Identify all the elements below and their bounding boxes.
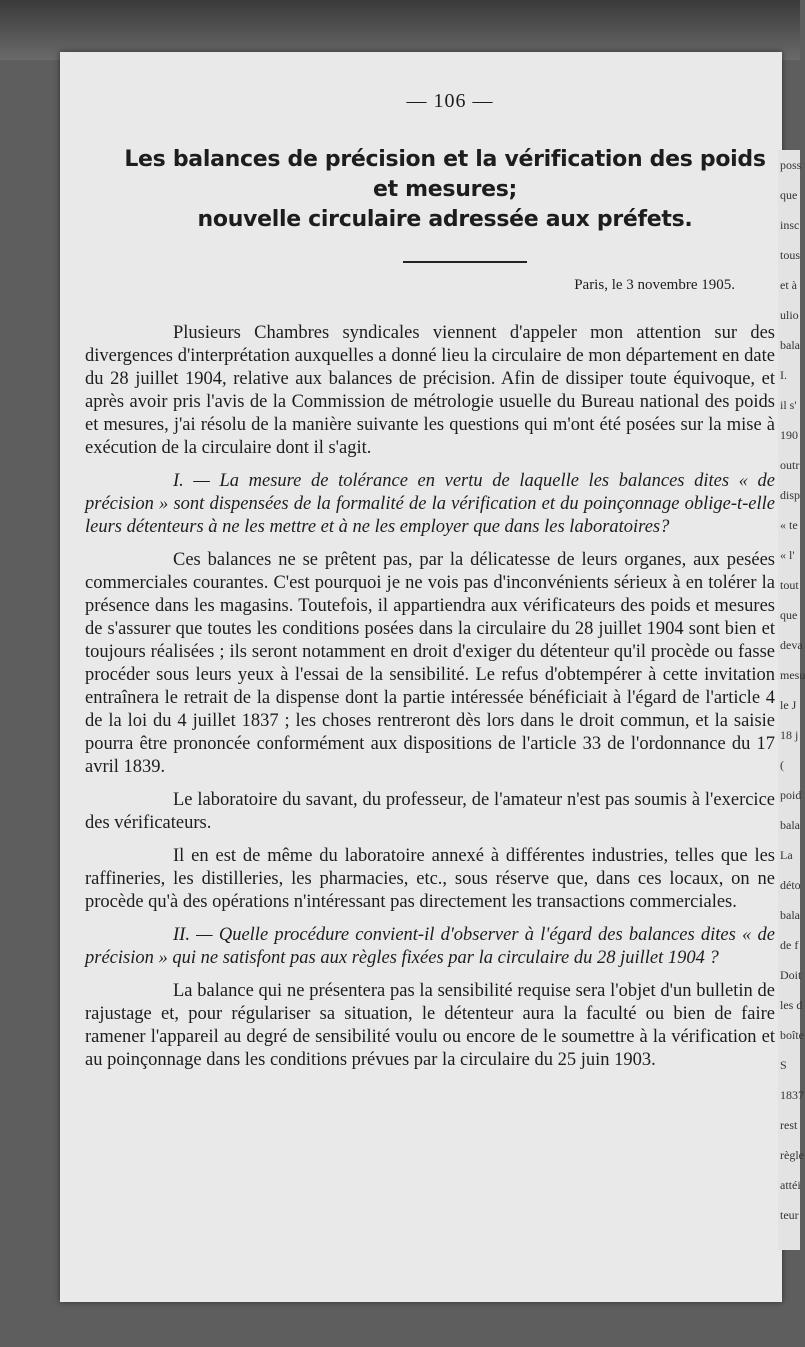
facing-page-fragment: 1837	[780, 1088, 804, 1102]
question-2: II. — Quelle procédure convient-il d'observer à l'égard des balances dites « de précision » qui ne satisfont pas aux règles fixées par la circulaire du 28 juillet 1904 ?	[85, 925, 775, 968]
facing-page-fragment: mesu	[780, 668, 805, 682]
facing-page-fragment: et à	[780, 278, 797, 292]
question-1: I. — La mesure de tolérance en vertu de laquelle les balances dites « de précision » sont dispensées de la formalité de la vérification et du poinçonnage oblige-t-elle leurs détenteurs à ne les mettre et à ne les employer que dans les laboratoires?	[85, 471, 775, 537]
facing-page-fragment: que	[780, 188, 798, 202]
facing-page-fragment: 18 j	[780, 728, 799, 742]
paragraph-intro: Plusieurs Chambres syndicales viennent d'appeler mon attention sur des divergences d'interprétation auxquelles a donné lieu la circulaire de mon département en date du 28 juillet 1904, relative aux balances de précision. Afin de dissiper toute équivoque, et après avoir pris l'avis de la Commission de métrologie usuelle du Bureau national des poids et mesures, j'ai résolu de la manière suivante les questions qui m'ont été posées sur la mise à exécution de la circulaire dont il s'agit.	[85, 323, 775, 458]
facing-page-fragment: S	[780, 1058, 787, 1072]
facing-page-edge	[778, 150, 805, 1250]
facing-page-fragment: attéi	[780, 1178, 801, 1192]
facing-page-fragment: tous	[780, 248, 801, 262]
facing-page-fragment: bala	[780, 338, 800, 352]
facing-page-fragment: règle	[780, 1148, 804, 1162]
page-content	[85, 90, 775, 1082]
title-line-2: nouvelle circulaire adressée aux préfets.	[197, 207, 693, 232]
paragraph-answer-1: Ces balances ne se prêtent pas, par la délicatesse de leurs organes, aux pesées commerciales courantes. C'est pourquoi je ne vois pas d'inconvénients sérieux à en tolérer la présence dans les magasins. Toutefois, il appartiendra aux vérificateurs des poids et mesures de s'assurer que toutes les conditions posées dans la circulaire du 28 juillet 1904 sont bien et toujours réalisées ; ils seront notamment en droit d'exiger du détenteur qu'il procède ou fasse procéder sous leurs yeux à l'essai de la sensibilité. Le refus d'obtempérer à cette invitation entraînera le retrait de la dispense dont la partie intéressée bénéficiait à l'égard de l'article 4 de la loi du 4 juillet 1837 ; les choses rentreront dès lors dans le droit commun, et la saisie pourra être prononcée conformément aux dispositions de l'article 33 de l'ordonnance du 17 avril 1839.	[85, 550, 775, 777]
letter-date: Paris, le 3 novembre 1905.	[574, 277, 735, 293]
facing-page-fragment: disp	[780, 488, 801, 502]
facing-page-fragment: La	[780, 848, 793, 862]
facing-page-fragment: déto	[780, 878, 801, 892]
facing-page-fragment: tout	[780, 578, 799, 592]
facing-page-fragment: le J	[780, 698, 797, 712]
title-line-1: Les balances de précision et la vérification des poids et mesures;	[124, 147, 766, 202]
paragraph-laboratory: Le laboratoire du savant, du professeur, de l'amateur n'est pas soumis à l'exercice des vérificateurs.	[85, 790, 775, 833]
facing-page-fragment: 190	[780, 428, 798, 442]
facing-page-fragment: poss	[780, 158, 802, 172]
facing-page-fragment: « te	[780, 518, 798, 532]
facing-page-fragment: rest	[780, 1118, 798, 1132]
facing-page-fragment: outr	[780, 458, 800, 472]
facing-page-fragment: que	[780, 608, 798, 622]
facing-page-fragment: boîte	[780, 1028, 804, 1042]
page-number: — 106 —	[406, 90, 494, 112]
facing-page-fragment: bala	[780, 908, 800, 922]
paragraph-answer-2: La balance qui ne présentera pas la sensibilité requise sera l'objet d'un bulletin de rajustage et, pour régulariser sa situation, le détenteur aura la faculté ou bien de faire ramener l'appareil au degré de sensibilité voulu ou encore de le soumettre à la vérification et au poinçonnage dans les conditions prévues par la circulaire du 25 juin 1903.	[85, 981, 775, 1070]
facing-page-fragment: insc	[780, 218, 800, 232]
facing-page-fragment: I.	[780, 368, 787, 382]
facing-page-fragment: les d	[780, 998, 803, 1012]
page-title	[115, 145, 775, 235]
facing-page-fragment: (	[780, 758, 784, 772]
title-divider	[403, 261, 527, 263]
facing-page-fragment: de f	[780, 938, 799, 952]
facing-page-fragment: poid	[780, 788, 802, 802]
facing-page-fragment: deva	[780, 638, 803, 652]
facing-page-fragment: ulio	[780, 308, 799, 322]
facing-page-fragment: il s'	[780, 398, 797, 412]
facing-page-fragment: « l'	[780, 548, 795, 562]
facing-page-fragment: teur	[780, 1208, 799, 1222]
paragraph-industries: Il en est de même du laboratoire annexé à différentes industries, telles que les raffineries, les distilleries, les pharmacies, etc., sous réserve que, dans ces locaux, on ne procède qu'à des opérations n'intéressant pas directement les transactions commerciales.	[85, 846, 775, 912]
scan-backdrop	[0, 0, 800, 60]
facing-page-fragment: bala	[780, 818, 800, 832]
facing-page-fragment: Doit	[780, 968, 802, 982]
